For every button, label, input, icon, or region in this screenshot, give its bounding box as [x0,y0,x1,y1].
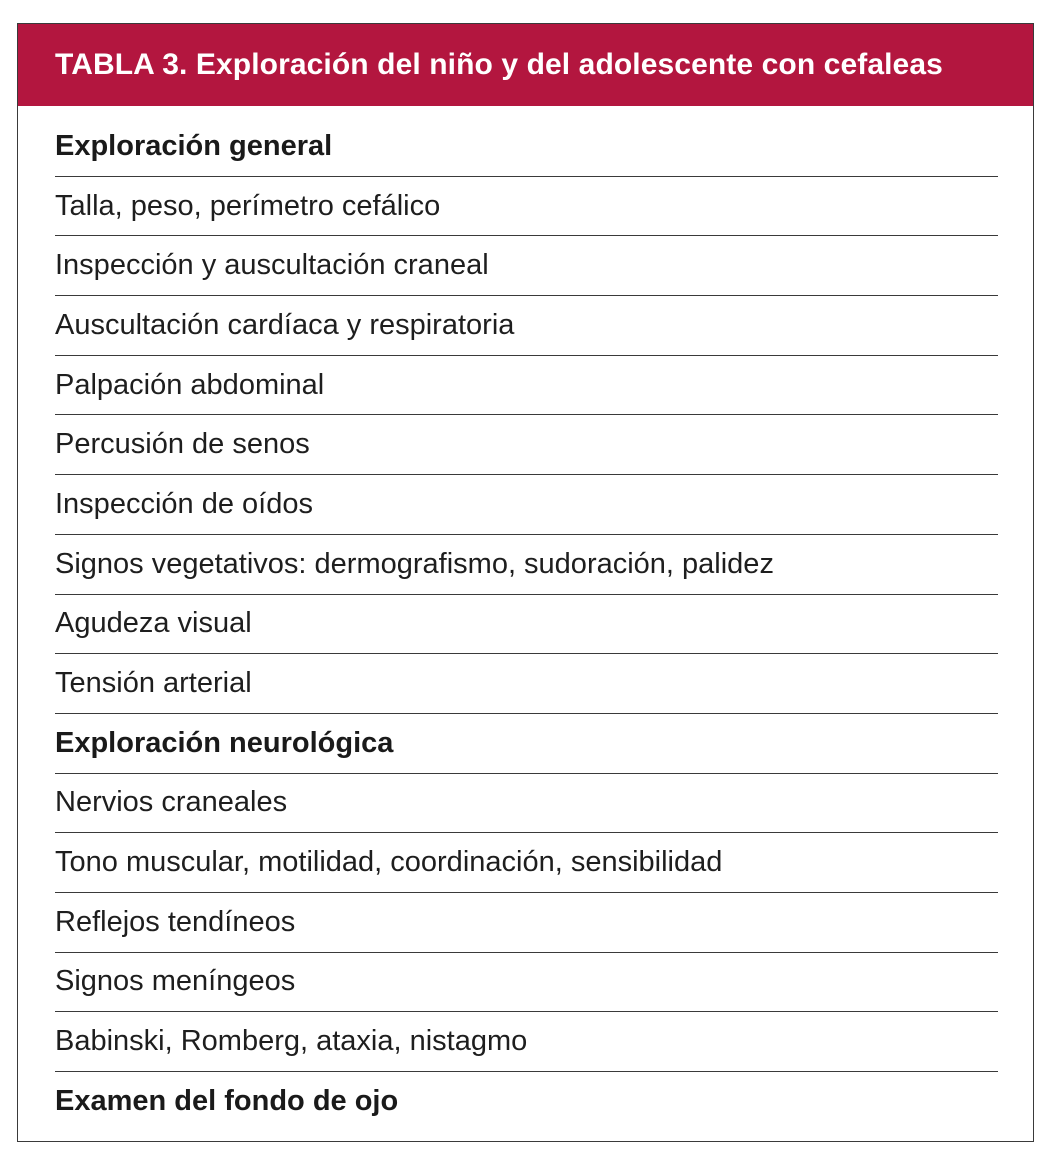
section-heading: Examen del fondo de ojo [55,1085,399,1118]
table-row: Reflejos tendíneos [55,893,998,953]
table-row: Agudeza visual [55,595,998,655]
table-row: Nervios craneales [55,774,998,834]
table-row: Talla, peso, perímetro cefálico [55,177,998,237]
table-row: Inspección y auscultación craneal [55,236,998,296]
table-row: Inspección de oídos [55,475,998,535]
table-row: Tono muscular, motilidad, coordinación, sensibilidad [55,833,998,893]
table-row: Palpación abdominal [55,356,998,416]
section-heading: Exploración neurológica [55,714,998,774]
table-title: TABLA 3. Exploración del niño y del adolescente con cefaleas [55,48,943,81]
table-row: Babinski, Romberg, ataxia, nistagmo [55,1012,998,1072]
section-heading: Exploración general [55,117,998,177]
table-header [18,24,1033,106]
table-row: Signos meníngeos [55,953,998,1013]
table-row: Tensión arterial [55,654,998,714]
table-row: Signos vegetativos: dermografismo, sudoración, palidez [55,535,998,595]
table-container [17,23,1034,1142]
table-row: Auscultación cardíaca y respiratoria [55,296,998,356]
table-row: Percusión de senos [55,415,998,475]
table-body [55,117,998,1132]
